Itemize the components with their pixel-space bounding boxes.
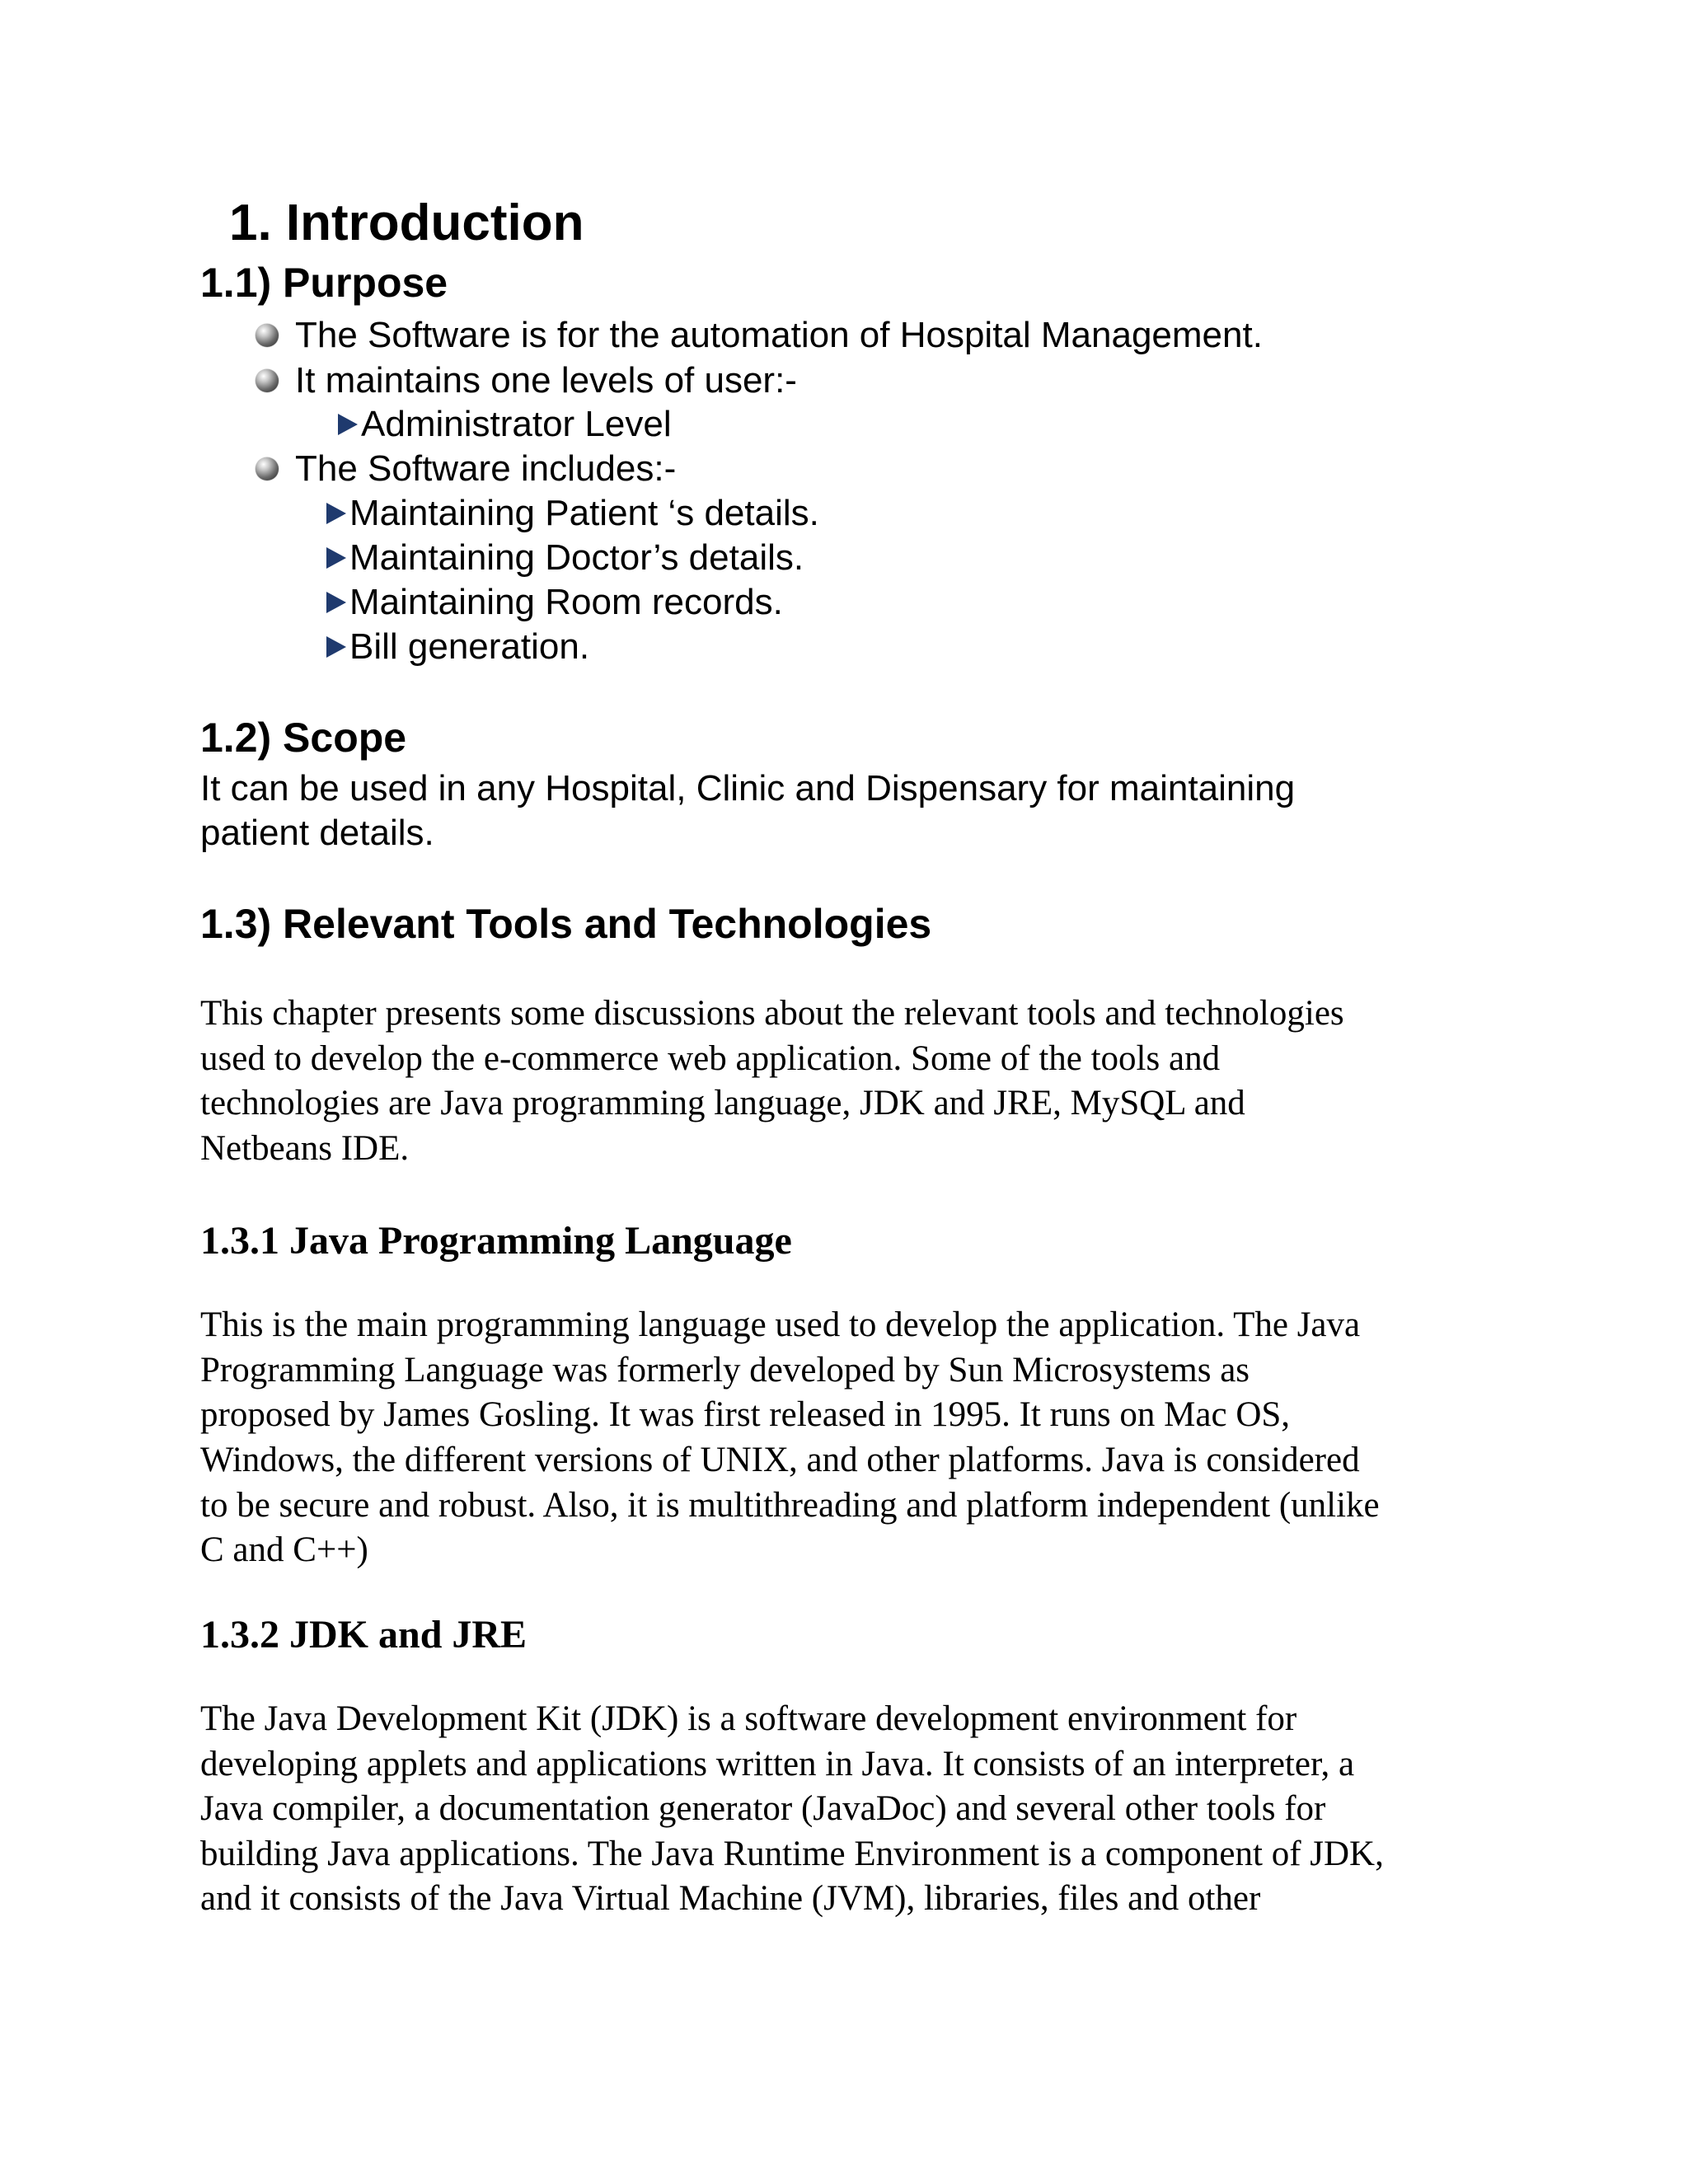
item-text: Administrator Level — [361, 404, 672, 444]
jdk-line-1: The Java Development Kit (JDK) is a software development environment for — [200, 1699, 1297, 1738]
purpose-heading: 1.1) Purpose — [200, 260, 448, 306]
bullet-text: The Software includes:- — [295, 448, 677, 489]
tools-heading: 1.3) Relevant Tools and Technologies — [200, 901, 932, 947]
scope-line-1: It can be used in any Hospital, Clinic and Dispensary for maintaining — [200, 768, 1296, 808]
arrow-bullet-icon — [326, 503, 346, 524]
tools-line-4: Netbeans IDE. — [200, 1129, 410, 1168]
java-line-4: Windows, the different versions of UNIX, and other platforms. Java is considered — [200, 1441, 1360, 1479]
sphere-bullet-icon — [256, 324, 279, 347]
includes-item-2 — [326, 537, 804, 578]
main-heading: 1. Introduction — [229, 194, 584, 251]
java-line-6: C and C++) — [200, 1530, 368, 1569]
user-level-item — [338, 406, 672, 443]
java-line-1: This is the main programming language used to develop the application. The Java — [200, 1305, 1361, 1344]
arrow-bullet-icon — [326, 636, 346, 658]
includes-item-4 — [326, 626, 590, 667]
purpose-bullet-2 — [256, 360, 797, 401]
java-line-3: proposed by James Gosling. It was first released in 1995. It runs on Mac OS, — [200, 1395, 1291, 1434]
jdk-line-5: and it consists of the Java Virtual Machine (JVM), libraries, files and other — [200, 1879, 1261, 1918]
jdk-line-3: Java compiler, a documentation generator (JavaDoc) and several other tools for — [200, 1789, 1326, 1828]
tools-line-2: used to develop the e-commerce web application. Some of the tools and — [200, 1039, 1221, 1078]
tools-line-1: This chapter presents some discussions about the relevant tools and technologies — [200, 994, 1344, 1033]
arrow-bullet-icon — [326, 592, 346, 613]
arrow-bullet-icon — [338, 414, 358, 435]
includes-item-1 — [326, 495, 819, 532]
sphere-bullet-icon — [256, 457, 279, 480]
item-text: Maintaining Patient ‘s details. — [349, 493, 819, 533]
java-line-2: Programming Language was formerly developed by Sun Microsystems as — [200, 1351, 1250, 1390]
purpose-bullet-3 — [256, 448, 677, 489]
purpose-bullet-1 — [256, 317, 1263, 354]
arrow-bullet-icon — [326, 547, 346, 569]
includes-item-3 — [326, 584, 783, 621]
sphere-bullet-icon — [256, 369, 279, 392]
jdk-line-4: building Java applications. The Java Runtime Environment is a component of JDK, — [200, 1835, 1384, 1873]
java-line-5: to be secure and robust. Also, it is multithreading and platform independent (unlike — [200, 1486, 1380, 1525]
java-heading: 1.3.1 Java Programming Language — [200, 1219, 792, 1263]
scope-line-2: patient details. — [200, 813, 434, 853]
item-text: Maintaining Doctor’s details. — [349, 537, 804, 578]
bullet-text: The Software is for the automation of Hospital Management. — [295, 315, 1263, 355]
jdk-heading: 1.3.2 JDK and JRE — [200, 1613, 528, 1657]
item-text: Maintaining Room records. — [349, 582, 783, 622]
item-text: Bill generation. — [349, 626, 590, 667]
scope-heading: 1.2) Scope — [200, 715, 407, 761]
jdk-line-2: developing applets and applications written in Java. It consists of an interpreter, a — [200, 1745, 1355, 1783]
tools-line-3: technologies are Java programming language, JDK and JRE, MySQL and — [200, 1084, 1245, 1122]
bullet-text: It maintains one levels of user:- — [295, 360, 797, 401]
